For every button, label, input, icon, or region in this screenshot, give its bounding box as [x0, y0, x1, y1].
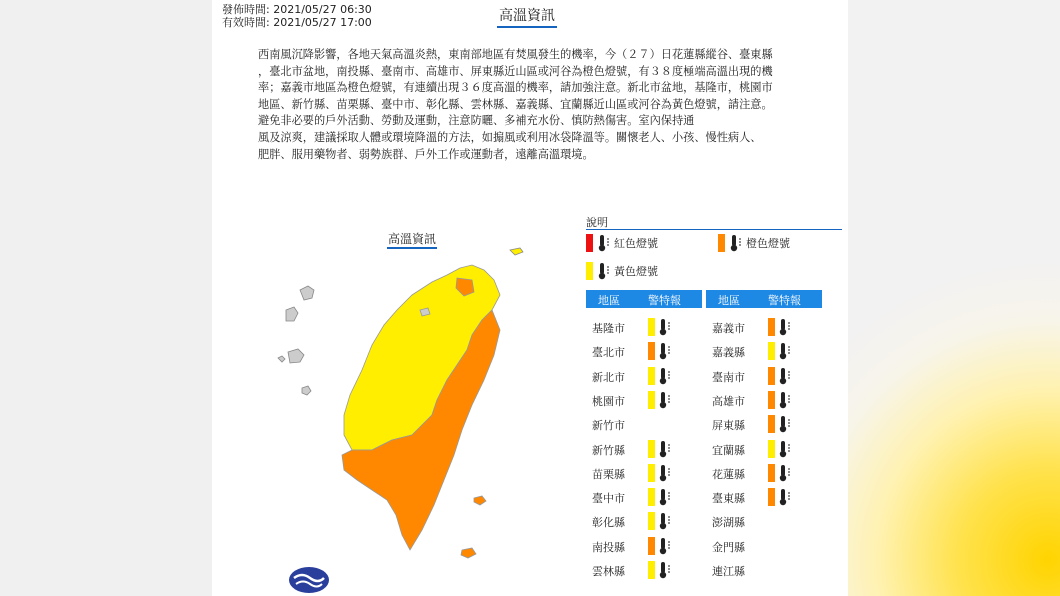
region-name: 花蓮縣: [712, 467, 745, 481]
yellow-swatch: [586, 262, 593, 280]
penghu-island: [286, 307, 298, 321]
thermometer-icon: [658, 464, 671, 482]
background-left: [0, 0, 212, 596]
thermometer-icon: [778, 367, 791, 385]
alert-indicator: [768, 440, 791, 458]
region-name: 宜蘭縣: [712, 443, 745, 457]
col-alert-left: 警特報: [648, 294, 681, 307]
region-name: 澎湖縣: [712, 516, 745, 530]
red-swatch: [586, 234, 593, 252]
yellow-swatch: [648, 318, 655, 336]
thermometer-icon: [658, 342, 671, 360]
thermometer-icon: [778, 391, 791, 409]
penghu-island: [300, 286, 314, 300]
thermometer-icon: [778, 440, 791, 458]
yellow-swatch: [768, 342, 775, 360]
alert-indicator: [648, 440, 671, 458]
pengjia-islet: [510, 248, 523, 255]
yellow-swatch: [768, 440, 775, 458]
publish-time: 發佈時間: 2021/05/27 06:30: [222, 3, 372, 16]
legend-item-orange: [718, 234, 790, 252]
yellow-swatch: [648, 367, 655, 385]
table-header-left: [586, 290, 702, 308]
thermometer-icon: [658, 512, 671, 530]
yellow-swatch: [648, 561, 655, 579]
thermometer-icon: [778, 464, 791, 482]
region-name: 臺中市: [592, 492, 625, 506]
alert-indicator: [648, 537, 671, 555]
yellow-swatch: [648, 464, 655, 482]
alert-indicator: [768, 342, 791, 360]
thermometer-icon: [778, 342, 791, 360]
alert-indicator: [648, 318, 671, 336]
alert-indicator: [648, 342, 671, 360]
thermometer-icon: [597, 234, 610, 252]
orange-swatch: [718, 234, 725, 252]
region-name: 基隆市: [592, 322, 625, 335]
orange-swatch: [768, 415, 775, 433]
alert-indicator: [648, 464, 671, 482]
thermometer-icon: [658, 440, 671, 458]
alert-indicator: [648, 512, 671, 530]
region-name: 桃園市: [592, 394, 625, 408]
region-name: 高雄市: [712, 394, 745, 408]
penghu-island: [302, 386, 311, 395]
region-name: 臺北市: [592, 346, 625, 360]
high-temperature-panel: [212, 0, 848, 596]
orange-swatch: [648, 537, 655, 555]
thermometer-icon: [729, 234, 742, 252]
page-title: 高溫資訊: [497, 5, 557, 28]
legend-divider: [586, 229, 842, 230]
region-name: 新竹市: [592, 419, 625, 433]
map-title: 高溫資訊: [387, 230, 437, 249]
alert-indicator: [768, 367, 791, 385]
alert-indicator: [768, 391, 791, 409]
alert-indicator: [768, 415, 791, 433]
alert-indicator: [768, 488, 791, 506]
region-name: 臺南市: [712, 370, 745, 384]
background-right-blur: [848, 0, 1060, 596]
region-name: 連江縣: [712, 565, 745, 578]
region-name: 新北市: [592, 370, 625, 384]
alert-indicator: [768, 318, 791, 336]
lanyu-island: [461, 548, 476, 558]
yellow-swatch: [648, 488, 655, 506]
table-header-right: [706, 290, 822, 308]
yellow-swatch: [648, 512, 655, 530]
alert-indicator: [648, 561, 671, 579]
thermometer-icon: [658, 367, 671, 385]
legend-label-red: 紅色燈號: [614, 237, 658, 250]
yellow-swatch: [648, 440, 655, 458]
orange-swatch: [768, 488, 775, 506]
region-name: 雲林縣: [592, 565, 625, 578]
thermometer-icon: [658, 488, 671, 506]
col-alert-right: 警特報: [768, 294, 801, 307]
green-island: [474, 496, 486, 505]
orange-swatch: [768, 464, 775, 482]
thermometer-icon: [658, 537, 671, 555]
alert-indicator: [648, 488, 671, 506]
region-name: 嘉義縣: [712, 346, 745, 360]
thermometer-icon: [778, 415, 791, 433]
thermometer-icon: [658, 318, 671, 336]
orange-swatch: [648, 342, 655, 360]
cwb-logo-icon: [288, 566, 330, 594]
alert-indicator: [648, 391, 671, 409]
legend-item-yellow: [586, 262, 658, 280]
alert-indicator: [768, 464, 791, 482]
region-name: 南投縣: [592, 540, 625, 554]
alert-indicator: [648, 367, 671, 385]
thermometer-icon: [658, 391, 671, 409]
region-name: 臺東縣: [712, 492, 745, 506]
region-name: 彰化縣: [592, 516, 625, 530]
legend-label-yellow: 黃色燈號: [614, 265, 658, 278]
legend-label-orange: 橙色燈號: [746, 237, 790, 250]
col-region-left: 地區: [598, 294, 620, 307]
region-name: 屏東縣: [712, 419, 745, 433]
thermometer-icon: [778, 488, 791, 506]
col-region-right: 地區: [718, 294, 740, 307]
orange-swatch: [768, 318, 775, 336]
time-meta: [222, 3, 372, 29]
region-name: 金門縣: [712, 540, 745, 554]
description-text: 西南風沉降影響，各地天氣高溫炎熱，東南部地區有焚風發生的機率，今（２７）日花蓮縣縱谷、臺東縣 ，臺北市盆地，南投縣、臺南市、高雄市、屏東縣近山區或河谷為橙色燈號，有３８度極端高溫出現的機 率；嘉義市地區為橙色燈號，有連續出現３６度高溫的機率，請加強注意。新北市盆地，基隆市，桃園市 地區、新竹縣、苗栗縣、臺中市、彰化縣、雲林縣、嘉義縣、宜蘭縣近山區或河谷為黃色燈號，請注意。 避免非必要的戶外活動、勞動及運動，注意防曬、多補充水份、慎防熱傷害。室內保持通 風及涼爽，建議採取人體或環境降溫的方法，如搧風或利用冰袋降溫等。關懷老人、小孩、慢性病人、 肥胖、服用藥物者、弱勢族群、戶外工作或運動者，遠離高溫環境。: [258, 48, 773, 161]
taiwan-map: [272, 240, 552, 570]
legend-item-red: [586, 234, 658, 252]
region-name: 新竹縣: [592, 443, 625, 457]
thermometer-icon: [597, 262, 610, 280]
penghu-island: [278, 356, 285, 362]
thermometer-icon: [658, 561, 671, 579]
legend-title: 說明: [586, 216, 608, 229]
yellow-swatch: [648, 391, 655, 409]
valid-time: 有效時間: 2021/05/27 17:00: [222, 16, 372, 29]
region-name: 苗栗縣: [592, 467, 625, 481]
orange-swatch: [768, 391, 775, 409]
penghu-island: [288, 349, 304, 363]
region-name: 嘉義市: [712, 322, 745, 335]
orange-swatch: [768, 367, 775, 385]
thermometer-icon: [778, 318, 791, 336]
